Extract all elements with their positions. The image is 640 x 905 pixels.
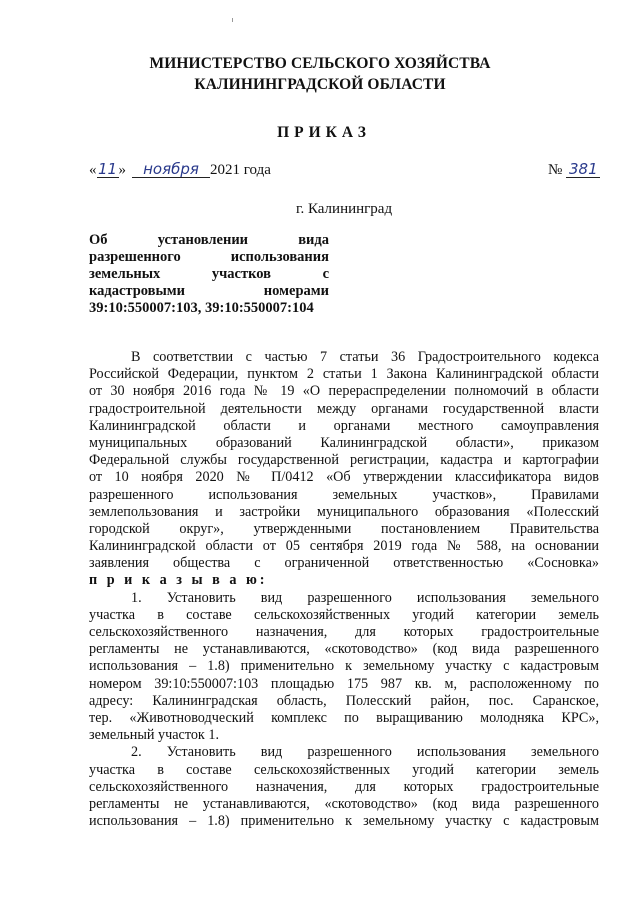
body-line: градостроительной деятельности между органами государственной власти bbox=[89, 400, 599, 417]
subject-line: 39:10:550007:103, 39:10:550007:104 bbox=[89, 300, 314, 316]
document-type-title: ПРИКАЗ bbox=[277, 124, 371, 141]
body-line: регламенты не устанавливаются, «скотоводство» (код вида разрешенного bbox=[89, 795, 599, 812]
body-line: использования – 1.8) применительно к земельному участку с кадастровым bbox=[89, 658, 599, 675]
body-line: сельскохозяйственного назначения, для которых градостроительные bbox=[89, 624, 599, 640]
body-line: Российской Федерации, пунктом 2 статьи 1 Закона Калининградской области bbox=[89, 366, 599, 383]
body-line: разрешенного использования земельных участков», Правилами bbox=[89, 486, 599, 503]
date-day: 11 bbox=[97, 160, 118, 178]
scan-mark bbox=[232, 18, 233, 22]
body-line: землепользования и застройки муниципального образования «Полесский bbox=[89, 503, 599, 520]
ministry-line-1: МИНИСТЕРСТВО СЕЛЬСКОГО ХОЗЯЙСТВА bbox=[149, 55, 491, 72]
body-line: от 10 ноября 2020 № П/0412 «Об утверждении классификатора видов bbox=[89, 469, 599, 486]
subject-line: разрешенного использования bbox=[89, 249, 329, 265]
body-line: участка в составе сельскохозяйственных угодий категории земель bbox=[89, 606, 599, 623]
number-value: 381 bbox=[566, 162, 600, 178]
number-label: № bbox=[548, 162, 563, 178]
body-line: Федеральной службы государственной регистрации, кадастра и картографии bbox=[89, 452, 599, 469]
body-line: тер. «Животноводческий комплекс по выращиванию молодняка КРС», bbox=[89, 709, 599, 726]
body-line: номером 39:10:550007:103 площадью 175 987 кв. м, расположенному по bbox=[89, 675, 599, 692]
order-date bbox=[89, 162, 271, 179]
order-subject bbox=[89, 232, 329, 317]
date-close-quote: » bbox=[118, 162, 126, 178]
date-month: ноября bbox=[132, 162, 210, 178]
ministry-heading bbox=[0, 53, 640, 95]
body-line: городской округ», утвержденными постановлением Правительства bbox=[89, 520, 599, 537]
body-line: Калининградской области от 05 сентября 2019 года № 588, на основании bbox=[89, 538, 599, 555]
body-line: Калининградской области и органами местного самоуправления bbox=[89, 417, 599, 434]
city-name: г. Калининград bbox=[296, 201, 393, 217]
order-number bbox=[548, 162, 600, 179]
body-line: заявления общества с ограниченной ответственностью «Сосновка» bbox=[89, 555, 599, 572]
body-line: от 30 ноября 2016 года № 19 «О перераспределении полномочий в области bbox=[89, 383, 599, 400]
body-line: регламенты не устанавливаются, «скотоводство» (код вида разрешенного bbox=[89, 641, 599, 658]
body-line: участка в составе сельскохозяйственных угодий категории земель bbox=[89, 761, 599, 778]
subject-line: Об установлении вида bbox=[89, 232, 329, 248]
body-line: сельскохозяйственного назначения, для которых градостроительные bbox=[89, 778, 599, 795]
body-line: муниципальных образований Калининградской области», приказом bbox=[89, 434, 599, 451]
subject-line: земельных участков с bbox=[89, 266, 329, 282]
body-line: 1. Установить вид разрешенного использования земельного bbox=[131, 589, 599, 606]
order-decree-word: п р и к а з ы в а ю: bbox=[89, 572, 268, 589]
body-line: 2. Установить вид разрешенного использования земельного bbox=[131, 744, 599, 761]
subject-line: кадастровыми номерами bbox=[89, 283, 329, 299]
body-line: земельный участок 1. bbox=[89, 727, 220, 744]
body-line: В соответствии с частью 7 статьи 36 Градостроительного кодекса bbox=[131, 349, 599, 365]
body-line: использования – 1.8) применительно к земельному участку с кадастровым bbox=[89, 813, 599, 830]
ministry-line-2: КАЛИНИНГРАДСКОЙ ОБЛАСТИ bbox=[194, 76, 446, 93]
body-line: адресу: Калининградская область, Полесский район, пос. Саранское, bbox=[89, 692, 599, 709]
date-year: 2021 года bbox=[210, 162, 271, 178]
order-body bbox=[89, 349, 599, 830]
date-open-quote: « bbox=[89, 162, 97, 178]
